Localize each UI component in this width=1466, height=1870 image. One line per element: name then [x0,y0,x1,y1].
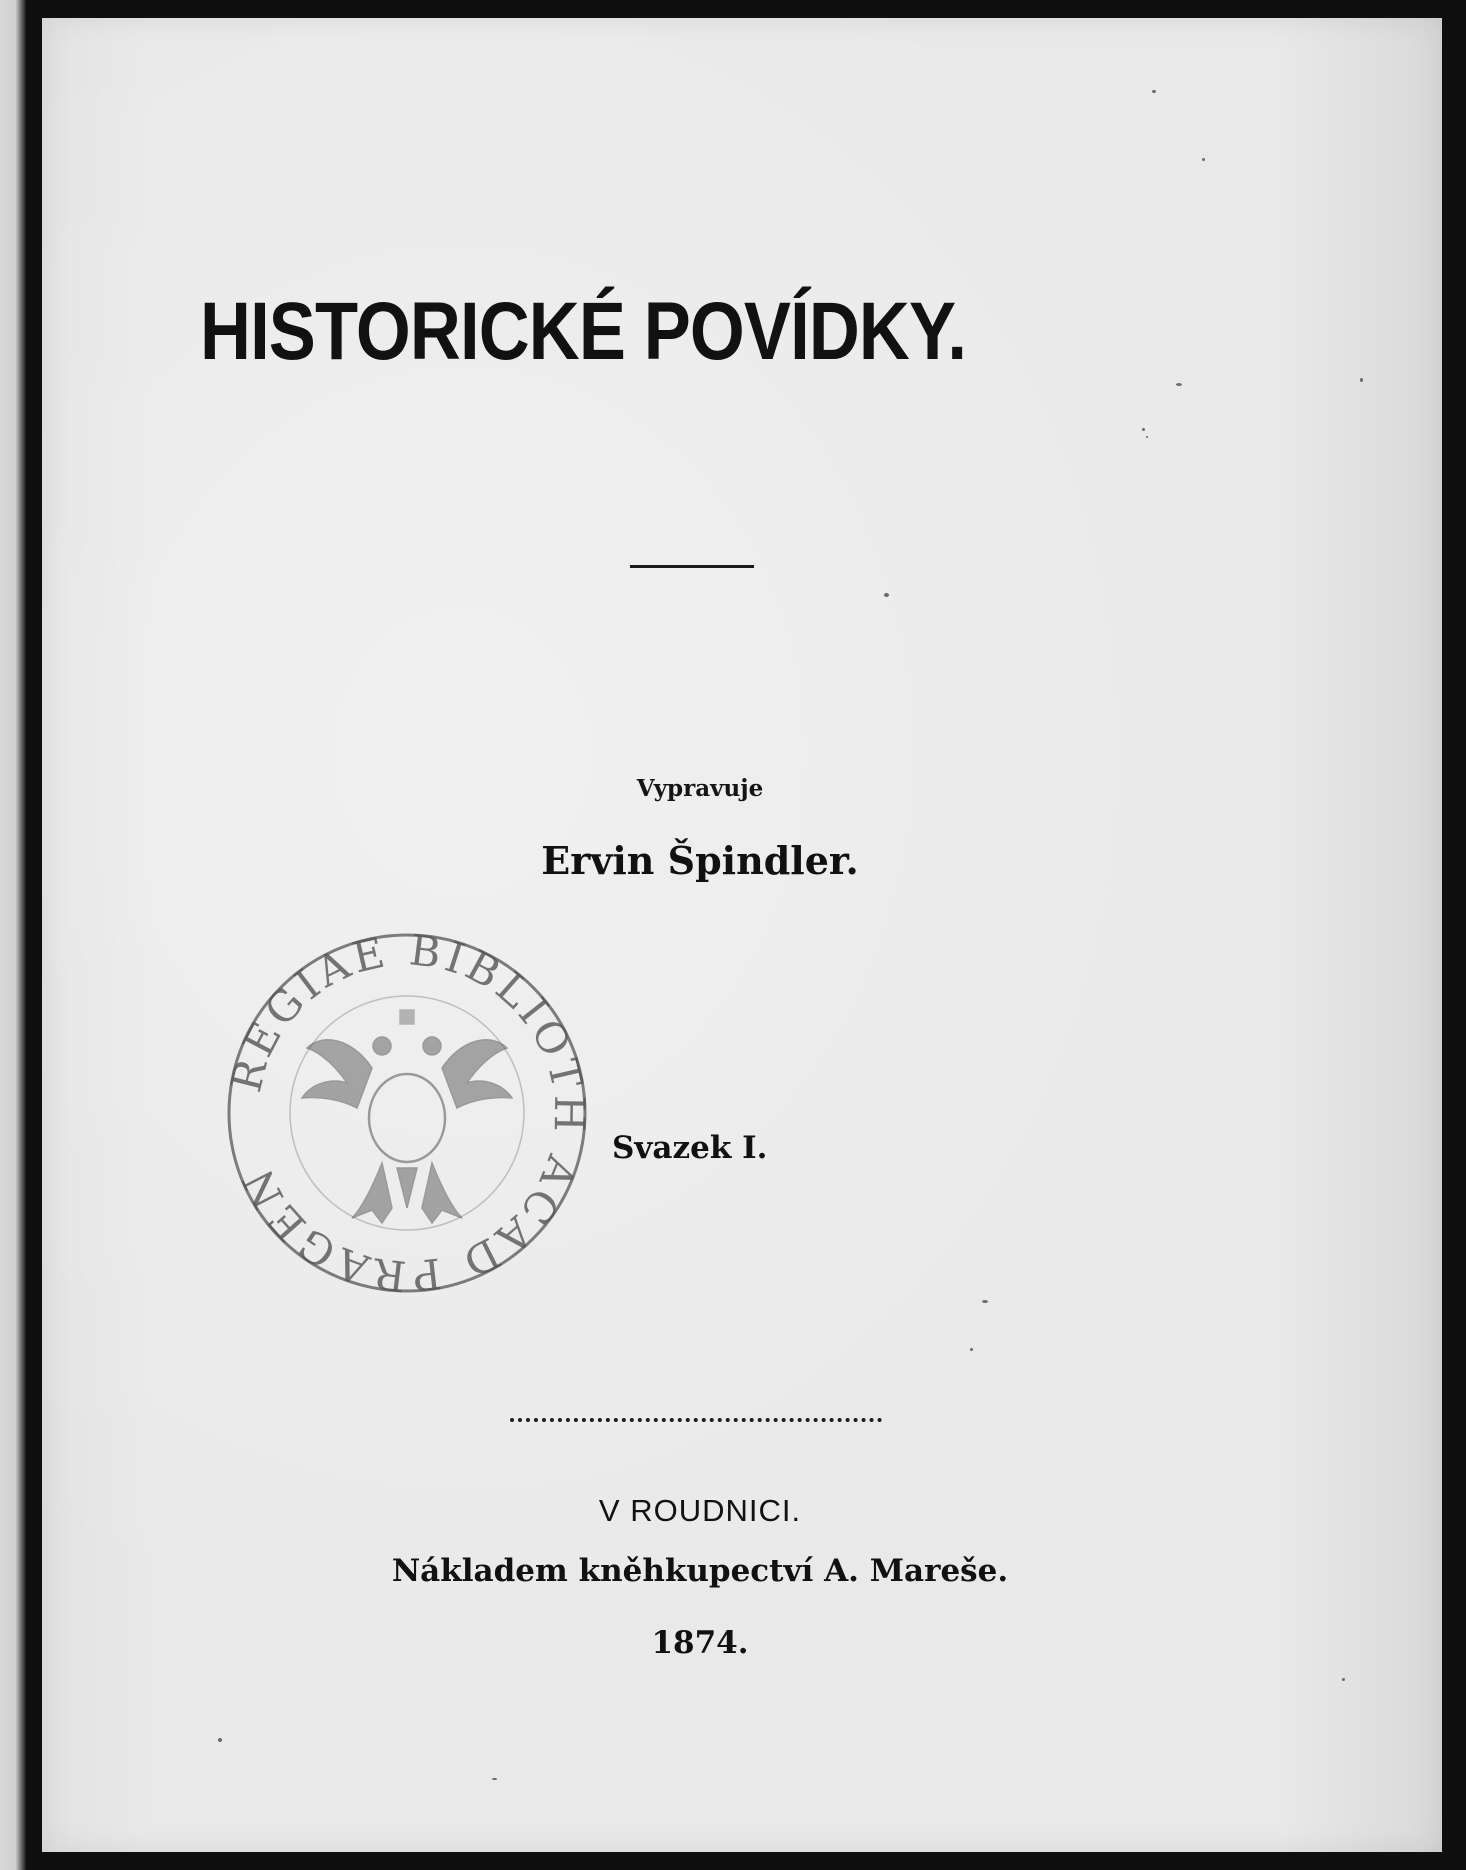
stamp-legend: REGIAE BIBLIOTH ACAD PRAGEN [221,925,595,1301]
paper-speck [1360,378,1363,382]
book-title: HISTORICKÉ POVÍDKY. [200,286,967,377]
library-stamp [212,918,602,1308]
author-name: Ervin Špindler. [541,838,859,883]
paper-speck [884,593,889,597]
volume-number: Svazek I. [612,1130,768,1166]
byline-label: Vypravuje [636,775,764,802]
eagle-emblem-icon [302,1010,512,1223]
paper-speck [1142,428,1145,431]
paper-speck [970,1348,973,1351]
paper-speck [1342,1678,1345,1681]
adjacent-page-edge [0,0,26,1870]
publication-place: V ROUDNICI. [598,1493,802,1528]
paper-speck [218,1738,222,1742]
paper-speck [1176,383,1182,386]
paper-speck [1146,436,1148,438]
publisher-line: Nákladem kněhkupectví A. Mareše. [391,1553,1009,1589]
svg-text:REGIAE BIBLIOTH ACAD PRAGEN [221,925,594,1301]
paper-speck [982,1300,988,1303]
dotted-rule [510,1418,882,1422]
paper-speck [1202,158,1205,161]
paper-speck [492,1778,497,1780]
paper-speck [1152,90,1156,93]
ornamental-rule [630,565,754,568]
publication-year: 1874. [651,1625,749,1661]
